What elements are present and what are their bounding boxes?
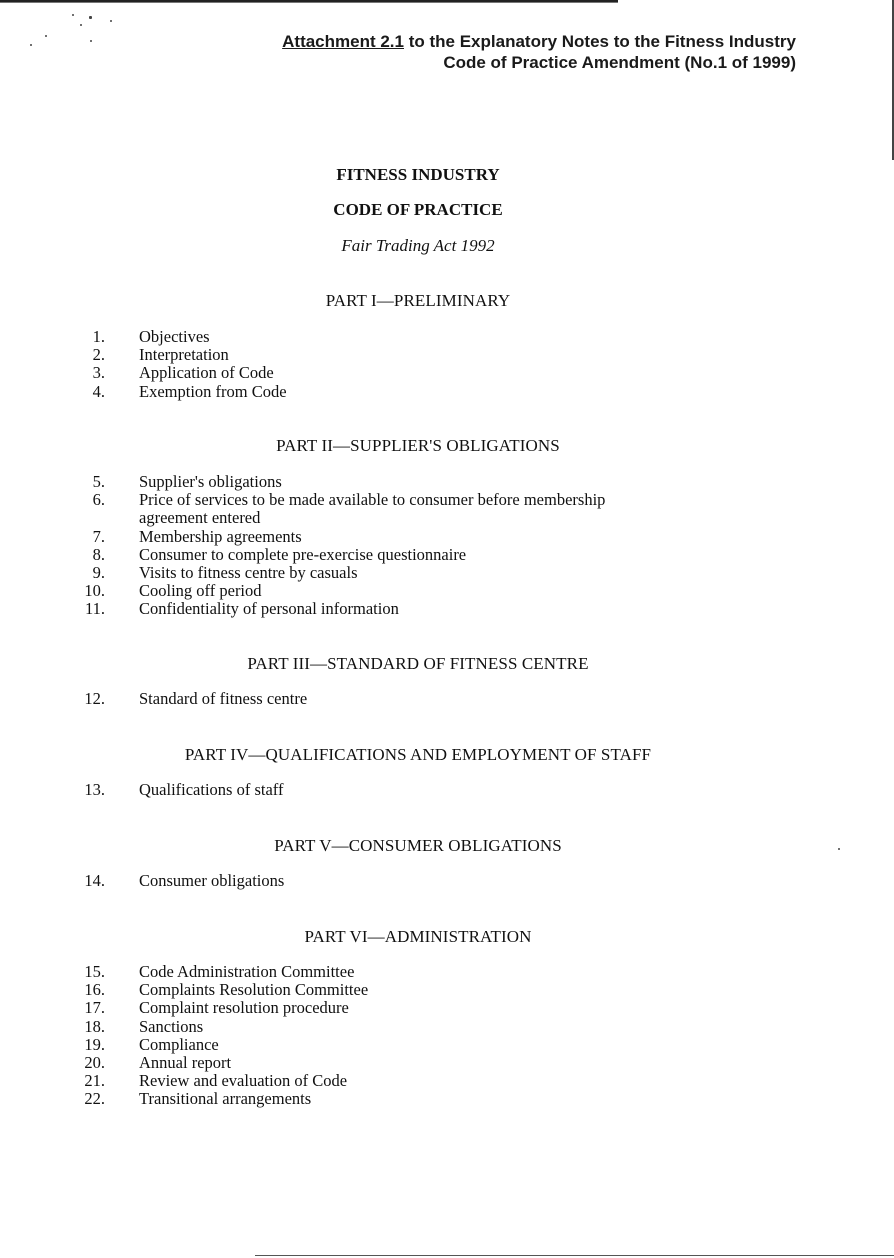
contents-list: [0, 872, 894, 890]
item-label: Compliance: [139, 1034, 219, 1054]
item-label: Supplier's obligations: [139, 472, 282, 491]
item-label: Consumer to complete pre-exercise questionnaire: [139, 544, 467, 564]
contents-list: [0, 781, 894, 799]
scan-speck: [45, 35, 47, 37]
list-item: [0, 1072, 894, 1090]
list-item: [0, 383, 894, 401]
contents-list: [0, 690, 894, 708]
item-number: 8.: [92, 544, 105, 564]
item-label: Sanctions: [139, 1016, 204, 1036]
item-label: Application of Code: [139, 363, 274, 383]
item-number: 4.: [92, 381, 105, 401]
item-label: Consumer obligations: [139, 871, 285, 890]
part-heading: PART IV—QUALIFICATIONS AND EMPLOYMENT OF STAFF: [184, 745, 652, 764]
document-subtitle: CODE OF PRACTICE: [333, 200, 503, 219]
scan-speck: [30, 44, 32, 46]
item-label: Visits to fitness centre by casuals: [139, 562, 358, 582]
item-number: 19.: [84, 1034, 105, 1054]
item-label: Complaints Resolution Committee: [139, 980, 369, 1000]
list-item: [0, 1090, 894, 1108]
item-number: 9.: [92, 562, 105, 582]
list-item: [0, 600, 894, 618]
part-heading: PART I—PRELIMINARY: [325, 291, 511, 310]
item-number: 15.: [84, 962, 105, 981]
item-number: 7.: [92, 526, 105, 546]
list-item: [0, 1018, 894, 1036]
attachment-label: Attachment 2.1: [282, 32, 404, 51]
item-number: 10.: [84, 581, 105, 601]
item-number: 16.: [84, 980, 105, 1000]
list-item: [0, 346, 894, 364]
item-label: Transitional arrangements: [139, 1089, 312, 1109]
item-label: Code Administration Committee: [139, 962, 355, 981]
item-number: 6.: [92, 490, 105, 510]
list-item: [0, 1054, 894, 1072]
header-line-1-text: to the Explanatory Notes to the Fitness Industry: [404, 32, 796, 51]
scan-bottom-border: [255, 1255, 894, 1256]
item-number: 3.: [92, 363, 105, 383]
list-item: [0, 491, 894, 527]
item-number: 20.: [84, 1052, 105, 1072]
item-number: 21.: [84, 1071, 105, 1091]
item-label: Standard of fitness centre: [139, 689, 308, 708]
scan-speck: [110, 20, 112, 22]
item-label: Price of services to be made available to consumer before membership agreement entered: [139, 490, 606, 528]
item-number: 22.: [84, 1089, 105, 1109]
item-number: 14.: [84, 871, 105, 890]
item-number: 18.: [84, 1016, 105, 1036]
list-item: [0, 364, 894, 382]
item-label: Exemption from Code: [139, 381, 287, 401]
item-number: 5.: [92, 472, 105, 491]
scan-speck: [80, 24, 82, 26]
list-item: [0, 963, 894, 981]
list-item: [0, 528, 894, 546]
part-heading: PART II—SUPPLIER'S OBLIGATIONS: [276, 436, 560, 455]
list-item: [0, 473, 894, 491]
part-heading: PART III—STANDARD OF FITNESS CENTRE: [247, 654, 589, 673]
item-number: 1.: [92, 327, 105, 346]
list-item: [0, 781, 894, 799]
contents-list: [0, 473, 894, 619]
list-item: [0, 872, 894, 890]
item-label: Interpretation: [139, 345, 229, 365]
scan-top-border-shadow: [0, 2, 618, 3]
contents-list: [0, 963, 894, 1109]
item-label: Objectives: [139, 327, 210, 346]
scan-speck: [90, 40, 92, 42]
item-number: 12.: [84, 689, 105, 708]
list-item: [0, 1036, 894, 1054]
list-item: [0, 582, 894, 600]
list-item: [0, 999, 894, 1017]
item-number: 17.: [84, 998, 105, 1018]
item-label: Annual report: [139, 1052, 232, 1072]
item-label: Complaint resolution procedure: [139, 998, 349, 1018]
document-title: FITNESS INDUSTRY: [336, 165, 500, 184]
list-item: [0, 981, 894, 999]
part-heading: PART VI—ADMINISTRATION: [304, 927, 532, 946]
act-name: Fair Trading Act 1992: [341, 236, 495, 255]
contents-list: [0, 328, 894, 401]
header-line-1: [282, 31, 796, 52]
list-item: [0, 690, 894, 708]
header-line-2: Code of Practice Amendment (No.1 of 1999): [443, 53, 796, 72]
scan-speck: [838, 848, 840, 850]
item-label: Qualifications of staff: [139, 780, 284, 799]
part-heading: PART V—CONSUMER OBLIGATIONS: [274, 836, 562, 855]
item-label: Cooling off period: [139, 581, 262, 601]
list-item: [0, 328, 894, 346]
item-number: 2.: [92, 345, 105, 365]
list-item: [0, 564, 894, 582]
item-label: Review and evaluation of Code: [139, 1071, 348, 1091]
scan-speck: [72, 14, 74, 16]
item-label: Confidentiality of personal information: [139, 599, 399, 619]
item-label: Membership agreements: [139, 526, 302, 546]
scan-speck: [89, 16, 92, 19]
item-number: 13.: [84, 780, 105, 799]
item-number: 11.: [84, 599, 105, 619]
document-header: [282, 31, 796, 73]
list-item: [0, 546, 894, 564]
